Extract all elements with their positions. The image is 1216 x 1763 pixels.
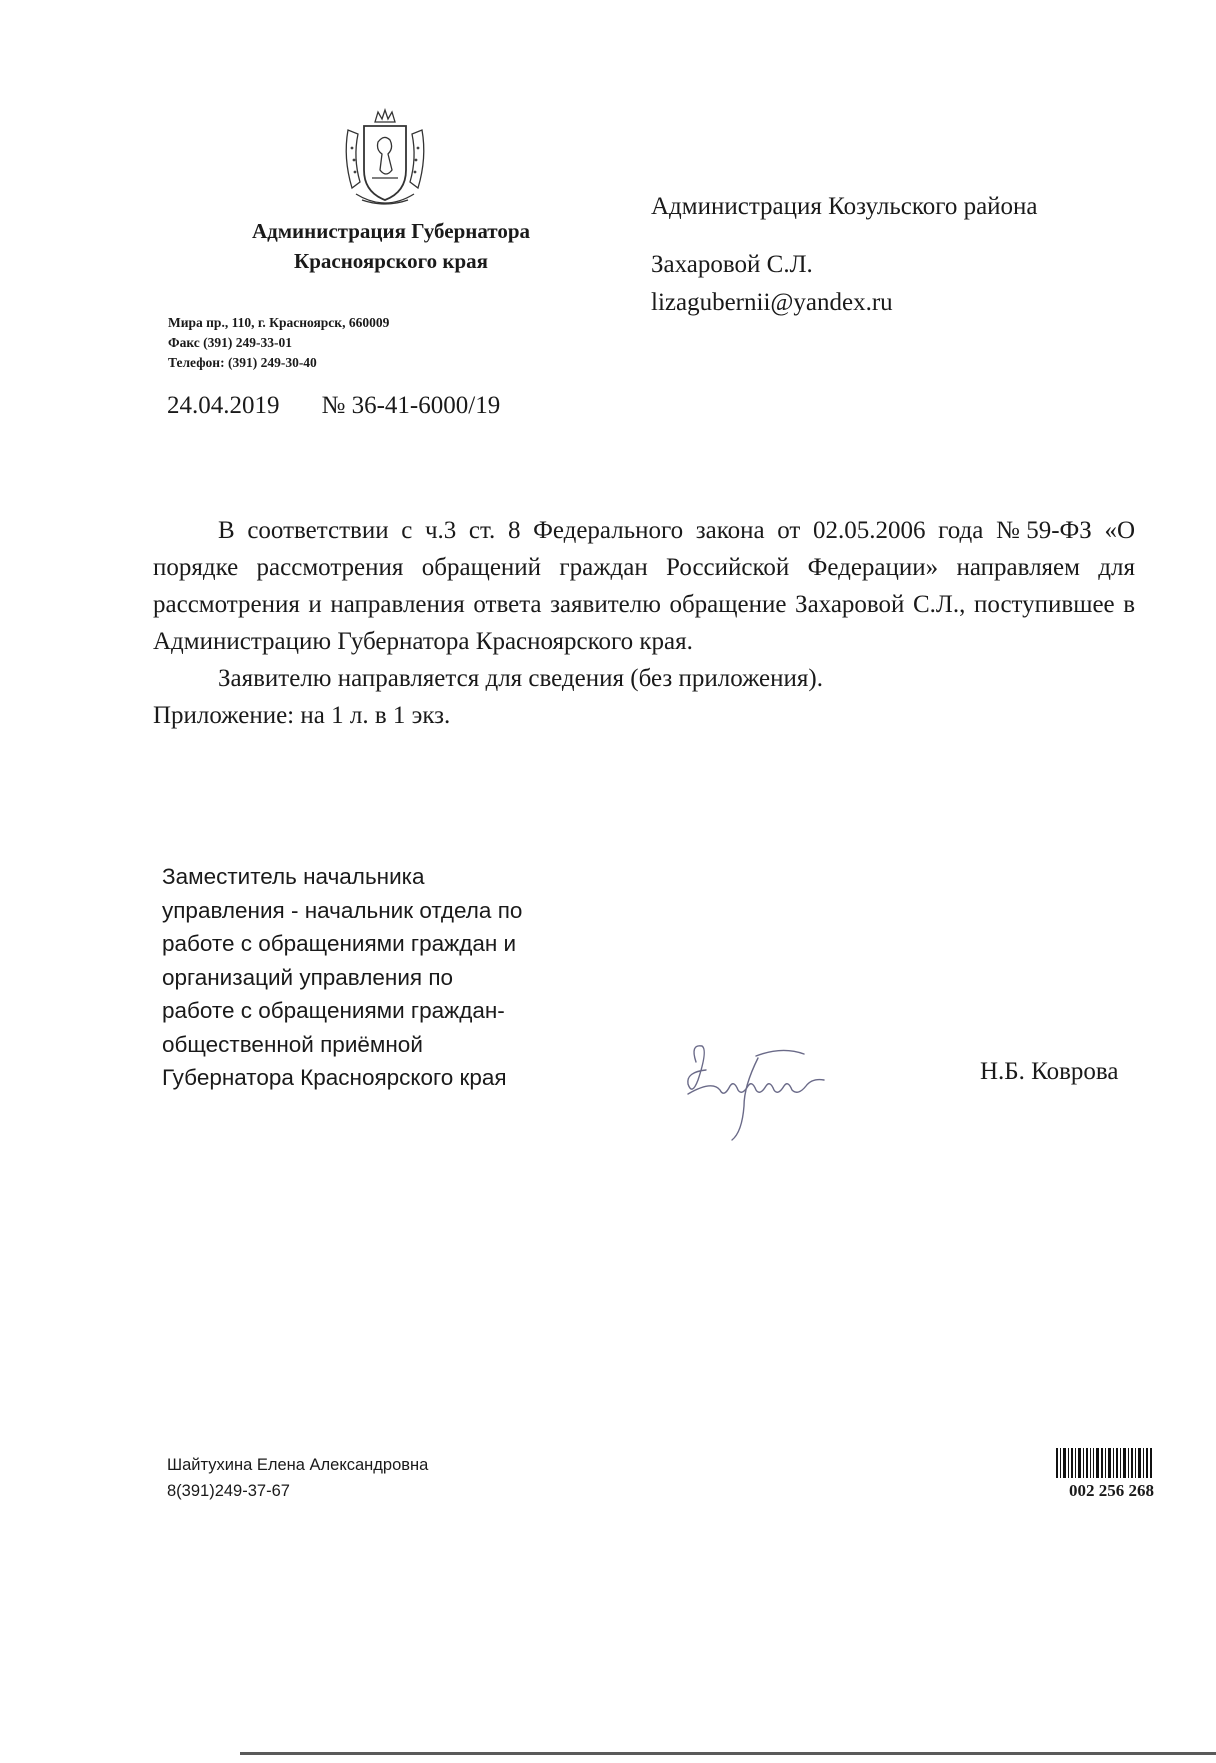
recipient-email: lizagubernii@yandex.ru (651, 289, 893, 316)
signer-name: Н.Б. Коврова (980, 1058, 1119, 1085)
handwritten-signature (672, 1036, 842, 1146)
recipient-block (651, 188, 1038, 322)
signer-position (162, 860, 602, 1095)
sender-phone: Телефон: (391) 249-30-40 (168, 355, 317, 370)
executor-info (167, 1452, 428, 1504)
barcode-number: 002 256 268 (1069, 1481, 1154, 1500)
attachment-note: Приложение: на 1 л. в 1 экз. (153, 702, 451, 729)
recipient-name: Захаровой С.Л. (651, 251, 813, 278)
sender-fax: Факс (391) 249-33-01 (168, 335, 293, 350)
recipient-organization: Администрация Козульского района (651, 193, 1038, 220)
executor-phone: 8(391)249-37-67 (167, 1482, 290, 1500)
body-paragraph-2: Заявителю направляется для сведения (без приложения). (218, 665, 823, 692)
signer-position-line: организаций управления по (162, 964, 454, 990)
executor-name: Шайтухина Елена Александровна (167, 1456, 429, 1474)
body-paragraph-1: В соответствии с ч.3 ст. 8 Федерального закона от 02.05.2006 года №59-ФЗ «О порядке рассмотрения обращений граждан Российской Федерации» направляем для рассмотрения и направления ответа заявителю обращение Захаровой С.Л., поступившее в Администрацию Губернатора Красноярского края. (153, 517, 1135, 655)
letter-body (153, 512, 1135, 734)
sender-contacts (168, 313, 389, 373)
signer-position-line: работе с обращениями граждан- (162, 998, 505, 1023)
signer-position-line: Заместитель начальника (162, 864, 425, 889)
sender-address: Мира пр., 110, г. Красноярск, 660009 (168, 315, 390, 330)
sender-title-line2: Красноярского края (293, 249, 488, 273)
sender-title-line1: Администрация Губернатора (251, 219, 531, 243)
barcode-icon (1056, 1448, 1152, 1478)
document-date: 24.04.2019 (167, 392, 280, 419)
document-number: № 36-41-6000/19 (321, 392, 501, 419)
scan-edge-line (240, 1752, 1216, 1755)
signer-position-line: управления - начальник отдела по (162, 897, 523, 923)
document-reference (167, 392, 500, 420)
coat-of-arms-icon (338, 108, 432, 212)
signer-position-line: работе с обращениями граждан и (162, 931, 517, 956)
signer-position-line: общественной приёмной (162, 1031, 423, 1057)
sender-organization (196, 216, 586, 276)
signer-position-line: Губернатора Красноярского края (162, 1065, 507, 1090)
